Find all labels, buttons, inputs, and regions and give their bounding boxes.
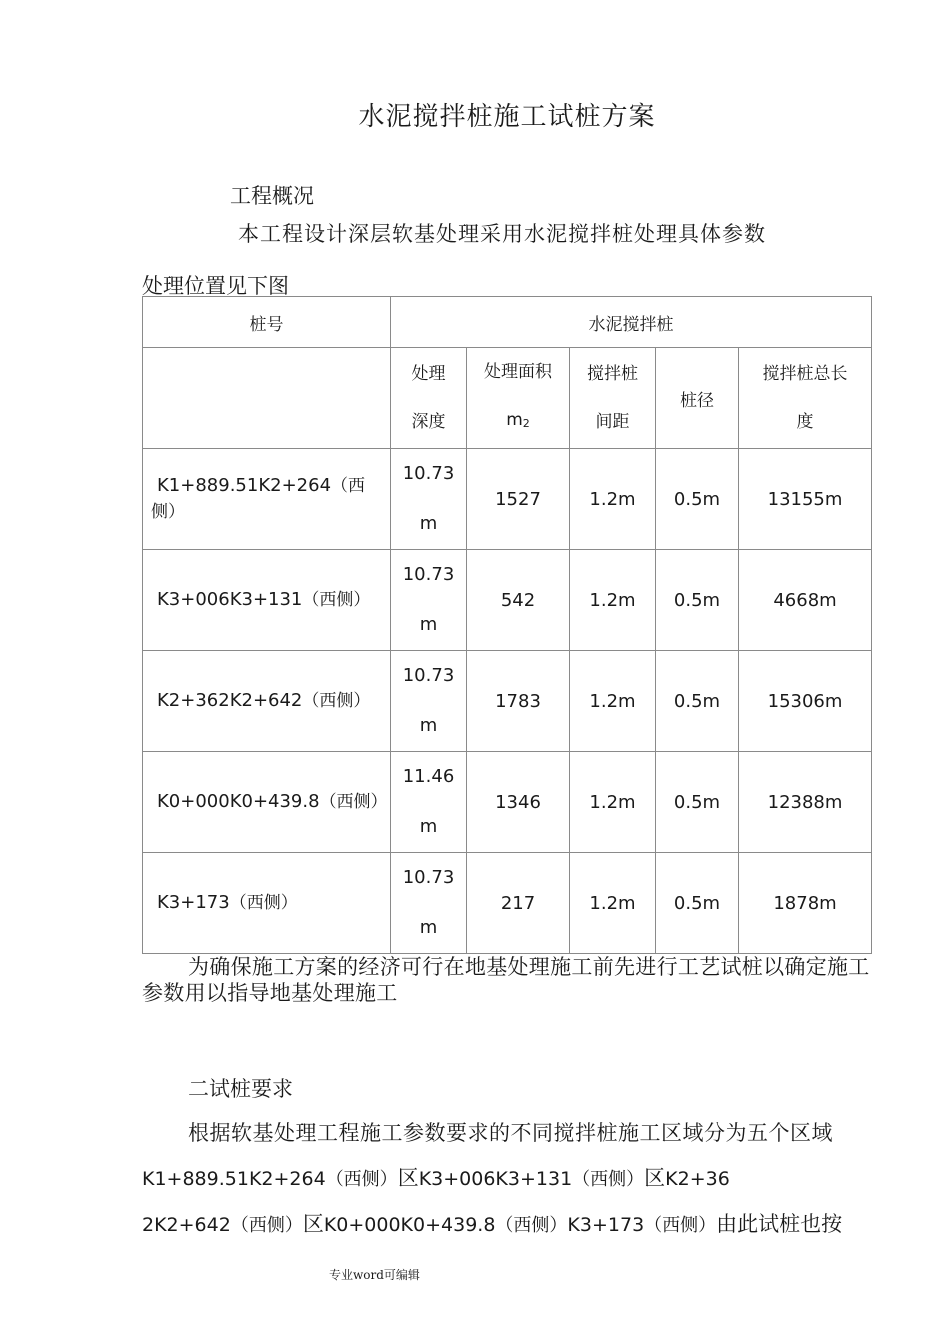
section-heading-trial-requirements: 二试桩要求 — [188, 1077, 293, 1101]
cell-pile-location: K3+006K3+131（西侧） — [143, 550, 391, 651]
intro-paragraph-line2: 处理位置见下图 — [142, 274, 289, 298]
paragraph-zones-line2: K1+889.51K2+264（西侧）区K3+006K3+131（西侧）区K2+36 — [142, 1166, 730, 1190]
cell-total-length: 1878m — [739, 853, 872, 954]
cell-depth: 10.73 m — [391, 449, 467, 550]
table-row — [143, 550, 872, 651]
header-cement-mixing-pile: 水泥搅拌桩 — [391, 297, 872, 348]
subheader-empty-cell — [143, 348, 391, 449]
table-row — [143, 752, 872, 853]
subheader-total-length: 搅拌桩总长 度 — [739, 348, 872, 449]
cell-diameter: 0.5m — [656, 449, 739, 550]
subheader-diameter: 桩径 — [656, 348, 739, 449]
paragraph-zones-line1: 根据软基处理工程施工参数要求的不同搅拌桩施工区域分为五个区域 — [188, 1121, 833, 1145]
cell-diameter: 0.5m — [656, 752, 739, 853]
section-heading-overview: 工程概况 — [230, 184, 314, 208]
cell-pile-location: K0+000K0+439.8（西侧） — [143, 752, 391, 853]
table-header-row — [143, 297, 872, 348]
cell-area: 1346 — [467, 752, 570, 853]
paragraph-trial-purpose: 为确保施工方案的经济可行在地基处理施工前先进行工艺试桩以确定施工参数用以指导地基处理施工 — [142, 955, 870, 1005]
cell-pile-location: K1+889.51K2+264（西侧） — [143, 449, 391, 550]
cell-depth: 10.73 m — [391, 853, 467, 954]
pile-parameter-table — [142, 296, 872, 954]
subheader-spacing: 搅拌桩 间距 — [570, 348, 656, 449]
page-title: 水泥搅拌桩施工试桩方案 — [358, 102, 656, 132]
cell-pile-location: K3+173（西侧） — [143, 853, 391, 954]
table-row — [143, 651, 872, 752]
table-subheader-row — [143, 348, 872, 449]
footer-note: 专业word可编辑 — [329, 1268, 420, 1282]
cell-depth: 11.46 m — [391, 752, 467, 853]
table-row — [143, 853, 872, 954]
cell-spacing: 1.2m — [570, 550, 656, 651]
cell-total-length: 4668m — [739, 550, 872, 651]
intro-paragraph-line1: 本工程设计深层软基处理采用水泥搅拌桩处理具体参数 — [238, 222, 766, 246]
cell-area: 542 — [467, 550, 570, 651]
cell-spacing: 1.2m — [570, 449, 656, 550]
cell-diameter: 0.5m — [656, 651, 739, 752]
subheader-depth: 处理 深度 — [391, 348, 467, 449]
cell-depth: 10.73 m — [391, 651, 467, 752]
cell-area: 217 — [467, 853, 570, 954]
cell-total-length: 15306m — [739, 651, 872, 752]
cell-total-length: 13155m — [739, 449, 872, 550]
cell-pile-location: K2+362K2+642（西侧） — [143, 651, 391, 752]
paragraph-zones-line3: 2K2+642（西侧）区K0+000K0+439.8（西侧）K3+173（西侧）由此试桩也按 — [142, 1212, 843, 1236]
cell-area: 1527 — [467, 449, 570, 550]
cell-spacing: 1.2m — [570, 853, 656, 954]
cell-depth: 10.73 m — [391, 550, 467, 651]
cell-spacing: 1.2m — [570, 651, 656, 752]
cell-diameter: 0.5m — [656, 550, 739, 651]
cell-spacing: 1.2m — [570, 752, 656, 853]
header-pile-no: 桩号 — [143, 297, 391, 348]
table-row — [143, 449, 872, 550]
cell-diameter: 0.5m — [656, 853, 739, 954]
subheader-area: 处理面积 m2 — [467, 348, 570, 449]
cell-total-length: 12388m — [739, 752, 872, 853]
cell-area: 1783 — [467, 651, 570, 752]
